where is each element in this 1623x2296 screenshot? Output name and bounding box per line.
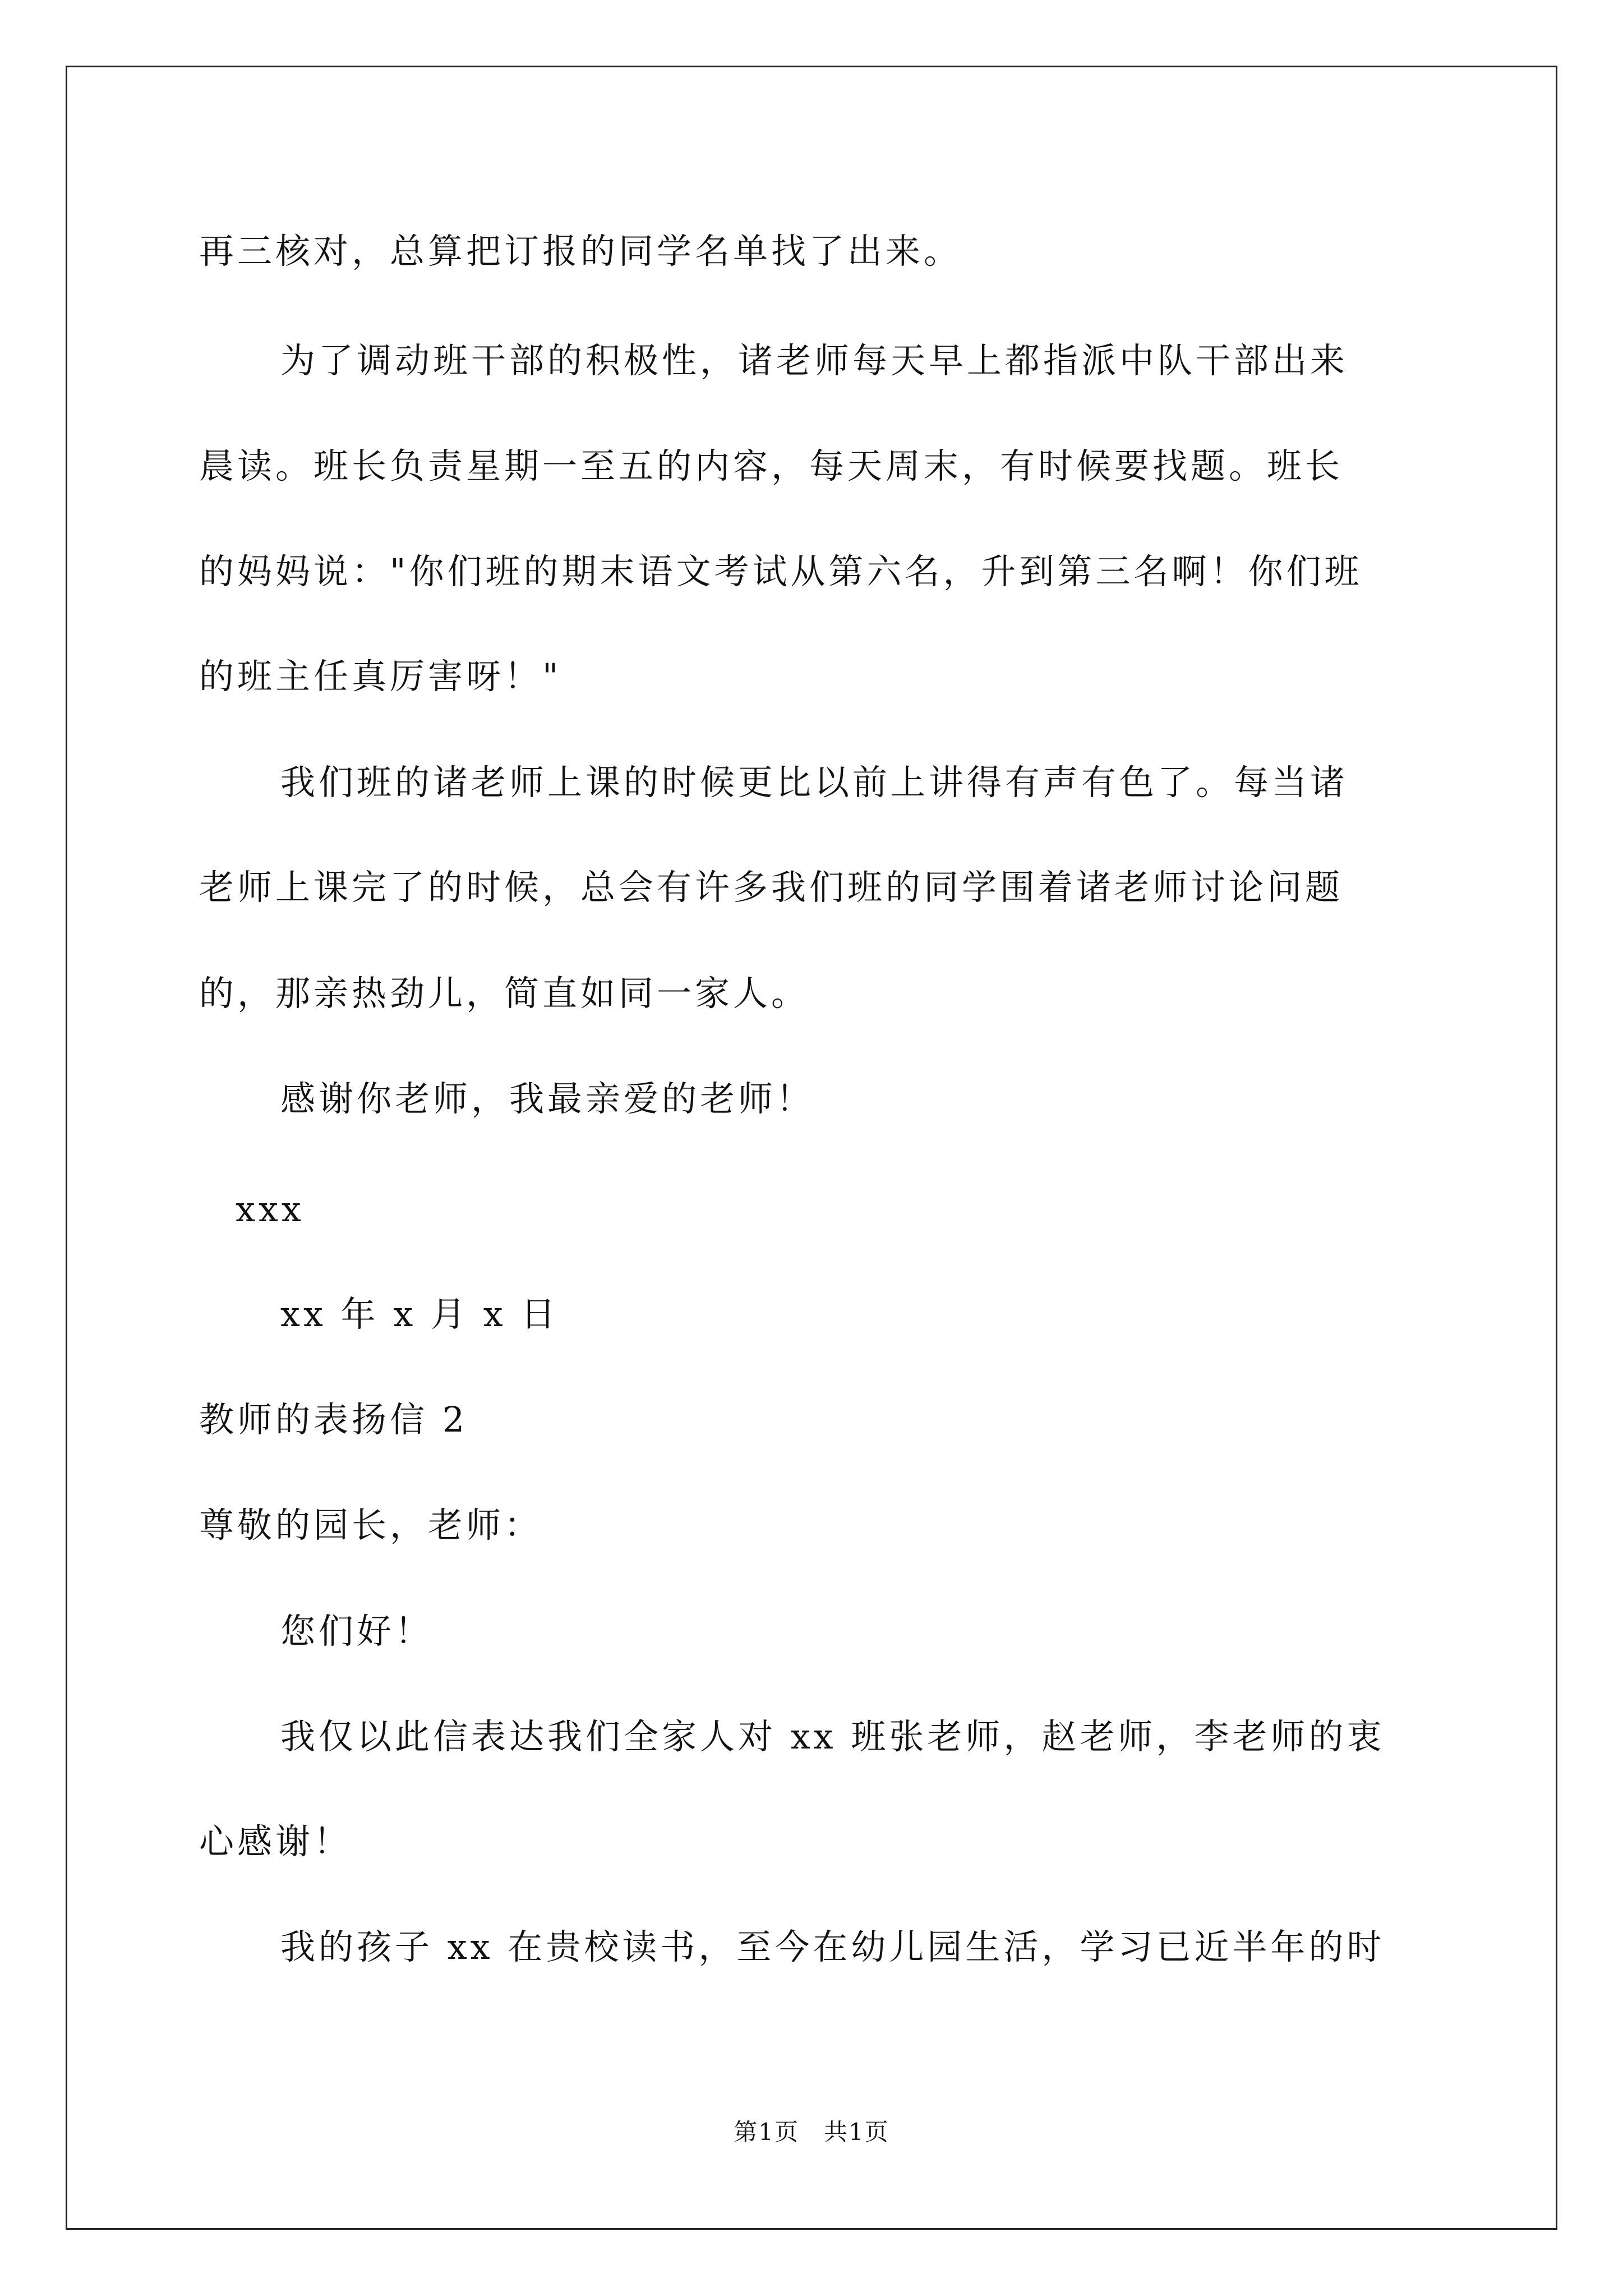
signature-date: xx 年 x 月 x 日 bbox=[280, 1294, 559, 1335]
paragraph-line: 再三核对，总算把订报的同学名单找了出来。 bbox=[199, 231, 962, 272]
paragraph-line: 晨读。班长负责星期一至五的内容，每天周末，有时候要找题。班长 bbox=[199, 445, 1344, 486]
paragraph-line: 老师上课完了的时候，总会有许多我们班的同学围着诸老师讨论问题 bbox=[199, 867, 1344, 908]
paragraph-line: 的，那亲热劲儿，简直如同一家人。 bbox=[199, 973, 810, 1014]
greeting: 您们好！ bbox=[280, 1611, 434, 1651]
section-heading: 教师的表扬信 2 bbox=[199, 1399, 468, 1440]
paragraph-line: 心感谢！ bbox=[199, 1821, 352, 1862]
page-border bbox=[66, 66, 1557, 2230]
paragraph-line: 的班主任真厉害呀！" bbox=[199, 656, 562, 697]
paragraph-line: 我们班的诸老师上课的时候更比以前上讲得有声有色了。每当诸 bbox=[280, 762, 1349, 803]
salutation: 尊敬的园长，老师： bbox=[199, 1504, 543, 1545]
paragraph-line: 我的孩子 xx 在贵校读书，至今在幼儿园生活，学习已近半年的时 bbox=[280, 1926, 1385, 1967]
paragraph-line: 为了调动班干部的积极性，诸老师每天早上都指派中队干部出来 bbox=[280, 340, 1349, 381]
paragraph-line: 我仅以此信表达我们全家人对 xx 班张老师，赵老师，李老师的衷 bbox=[280, 1716, 1385, 1757]
paragraph-line: 感谢你老师，我最亲爱的老师！ bbox=[280, 1078, 815, 1119]
page-footer: 第1页 共1页 bbox=[734, 2118, 889, 2146]
paragraph-line: 的妈妈说："你们班的期末语文考试从第六名，升到第三名啊！你们班 bbox=[199, 551, 1363, 592]
signature-name: xxx bbox=[236, 1189, 305, 1230]
